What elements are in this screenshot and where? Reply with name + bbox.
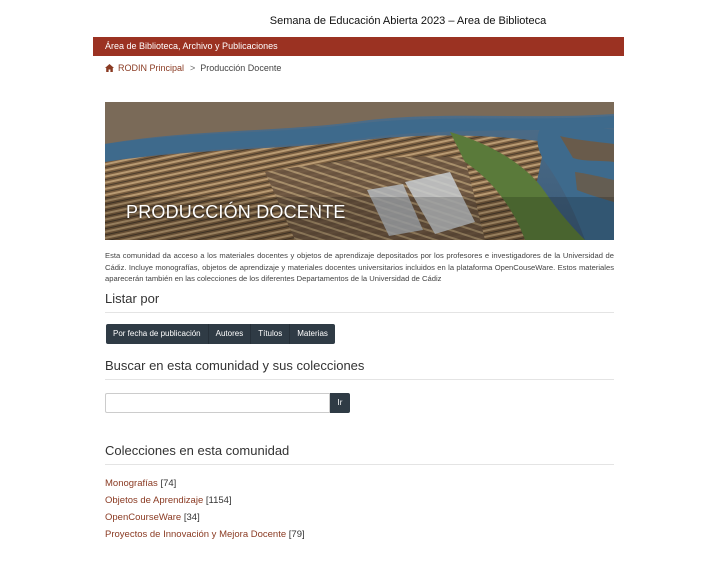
breadcrumb-home-label: RODIN Principal <box>118 63 185 73</box>
list-item <box>105 509 305 526</box>
browse-heading: Listar por <box>105 291 614 313</box>
collections-heading: Colecciones en esta comunidad <box>105 443 614 465</box>
browse-by-subject-button[interactable]: Materias <box>297 329 328 338</box>
breadcrumb-separator: > <box>190 63 196 73</box>
collection-link-proyectos-innovacion[interactable]: Proyectos de Innovación y Mejora Docente <box>105 529 287 540</box>
list-item <box>105 492 305 509</box>
browse-by-author-button[interactable]: Autores <box>209 324 252 344</box>
top-bar <box>93 37 624 56</box>
breadcrumb <box>105 62 281 74</box>
collection-link-monografias[interactable]: Monografías <box>105 478 158 489</box>
document-title: Semana de Educación Abierta 2023 – Area de Biblioteca <box>269 15 547 27</box>
browse-by-title-button[interactable]: Títulos <box>251 324 290 344</box>
collection-link-objetos-aprendizaje[interactable]: Objetos de Aprendizaje <box>105 495 204 506</box>
search-heading: Buscar en esta comunidad y sus colecciones <box>105 358 614 380</box>
breadcrumb-current: Producción Docente <box>200 63 282 73</box>
browse-button-group <box>106 324 335 344</box>
collection-count: [79] <box>288 529 305 540</box>
collections-list <box>105 475 305 543</box>
browse-by-date-button[interactable]: Por fecha de publicación <box>106 324 209 344</box>
list-item <box>105 526 305 543</box>
hero-banner <box>105 102 614 240</box>
collection-count: [1154] <box>205 495 232 506</box>
top-bar-label[interactable]: Área de Biblioteca, Archivo y Publicaciones <box>105 41 278 51</box>
breadcrumb-home-link[interactable] <box>105 62 184 74</box>
collection-link-opencourseware[interactable]: OpenCourseWare <box>105 512 182 523</box>
search-submit-button[interactable]: Ir <box>330 393 350 413</box>
collection-count: [74] <box>160 478 177 489</box>
home-icon <box>105 64 114 72</box>
hero-title: PRODUCCIÓN DOCENTE <box>126 202 346 222</box>
community-description: Esta comunidad da acceso a los materiales docentes y objetos de aprendizaje depositados por los profesores e investigadores de la Universidad de Cádiz. Incluye monografías, objetos de aprendizaje y materiales docentes universitarios incluidos en la plataforma OpenCouseWare. Estos materiales aparecerán también en las colecciones de los diferentes Departamentos de la Universidad de Cádiz <box>105 251 614 283</box>
list-item <box>105 475 305 492</box>
search-input[interactable] <box>105 393 330 413</box>
collection-count: [34] <box>183 512 200 523</box>
